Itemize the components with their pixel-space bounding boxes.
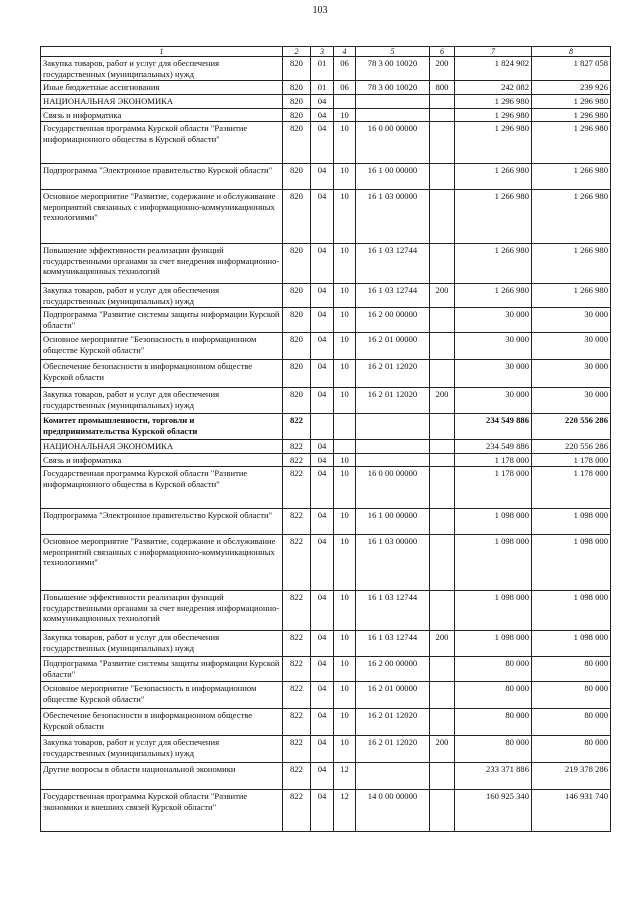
subsection-code-cell: 10 (334, 631, 356, 657)
amount-year2-cell: 30 000 (532, 388, 611, 414)
section-code-cell: 04 (311, 736, 334, 763)
amount-year2-cell: 80 000 (532, 657, 611, 682)
amount-year2-cell: 1 266 980 (532, 164, 611, 190)
subsection-code-cell: 10 (334, 682, 356, 709)
target-article-cell: 78 3 00 10020 (356, 57, 430, 81)
expense-type-cell: 200 (430, 631, 455, 657)
expense-type-cell (430, 164, 455, 190)
gr-code-cell: 820 (283, 164, 311, 190)
table-row (41, 108, 611, 122)
budget-table (40, 46, 611, 832)
amount-year1-cell: 233 371 886 (455, 763, 532, 790)
subsection-code-cell: 12 (334, 790, 356, 832)
target-article-cell: 16 2 00 00000 (356, 657, 430, 682)
header-cell: 1 (41, 47, 283, 57)
expense-type-cell (430, 453, 455, 467)
row-name-cell: Подпрограмма "Развитие системы защиты информации Курской области" (41, 308, 283, 333)
target-article-cell: 16 1 00 00000 (356, 509, 430, 535)
table-row (41, 440, 611, 454)
subsection-code-cell: 10 (334, 164, 356, 190)
row-name-cell: Основное мероприятие "Развитие, содержание и обслуживание мероприятий связанных с информационно-коммуникационных технологиями" (41, 535, 283, 591)
gr-code-cell: 822 (283, 631, 311, 657)
subsection-code-cell (334, 95, 356, 109)
amount-year2-cell: 239 926 (532, 81, 611, 95)
row-name-cell: Закупка товаров, работ и услуг для обеспечения государственных (муниципальных) нужд (41, 736, 283, 763)
table-row (41, 57, 611, 81)
amount-year2-cell: 1 827 058 (532, 57, 611, 81)
table-row (41, 244, 611, 284)
row-name-cell: Подпрограмма "Электронное правительство Курской области" (41, 164, 283, 190)
amount-year2-cell: 1 098 000 (532, 509, 611, 535)
table-row (41, 509, 611, 535)
amount-year2-cell: 80 000 (532, 736, 611, 763)
subsection-code-cell: 12 (334, 763, 356, 790)
subsection-code-cell (334, 440, 356, 454)
row-name-cell: Государственная программа Курской области "Развитие информационного общества в Курской области" (41, 122, 283, 164)
row-name-cell: Обеспечение безопасности в информационном обществе Курской области (41, 709, 283, 736)
gr-code-cell: 822 (283, 467, 311, 509)
target-article-cell: 16 2 01 12020 (356, 709, 430, 736)
gr-code-cell: 822 (283, 657, 311, 682)
table-row (41, 388, 611, 414)
amount-year2-cell: 1 266 980 (532, 244, 611, 284)
gr-code-cell: 822 (283, 440, 311, 454)
amount-year1-cell: 1 296 980 (455, 95, 532, 109)
subsection-code-cell: 10 (334, 190, 356, 244)
amount-year1-cell: 1 266 980 (455, 190, 532, 244)
amount-year2-cell: 1 266 980 (532, 190, 611, 244)
target-article-cell: 78 3 00 10020 (356, 81, 430, 95)
section-code-cell: 04 (311, 535, 334, 591)
amount-year1-cell: 234 549 886 (455, 440, 532, 454)
row-name-cell: Закупка товаров, работ и услуг для обеспечения государственных (муниципальных) нужд (41, 388, 283, 414)
gr-code-cell: 820 (283, 308, 311, 333)
gr-code-cell: 820 (283, 81, 311, 95)
table-row (41, 308, 611, 333)
gr-code-cell: 822 (283, 509, 311, 535)
section-code-cell: 04 (311, 709, 334, 736)
expense-type-cell (430, 244, 455, 284)
gr-code-cell: 822 (283, 453, 311, 467)
amount-year2-cell: 220 556 286 (532, 414, 611, 440)
row-name-cell: Закупка товаров, работ и услуг для обеспечения государственных (муниципальных) нужд (41, 57, 283, 81)
subsection-code-cell: 10 (334, 509, 356, 535)
amount-year1-cell: 1 098 000 (455, 591, 532, 631)
subsection-code-cell: 10 (334, 591, 356, 631)
section-code-cell: 04 (311, 682, 334, 709)
subsection-code-cell: 10 (334, 333, 356, 360)
section-code-cell: 04 (311, 388, 334, 414)
amount-year1-cell: 1 266 980 (455, 244, 532, 284)
amount-year1-cell: 1 098 000 (455, 631, 532, 657)
amount-year1-cell: 1 266 980 (455, 164, 532, 190)
gr-code-cell: 822 (283, 763, 311, 790)
target-article-cell: 16 1 03 12744 (356, 631, 430, 657)
target-article-cell: 16 1 03 12744 (356, 591, 430, 631)
amount-year1-cell: 30 000 (455, 308, 532, 333)
target-article-cell (356, 440, 430, 454)
amount-year1-cell: 1 098 000 (455, 509, 532, 535)
amount-year1-cell: 80 000 (455, 682, 532, 709)
target-article-cell: 16 1 03 00000 (356, 190, 430, 244)
amount-year2-cell: 1 266 980 (532, 284, 611, 308)
subsection-code-cell: 10 (334, 467, 356, 509)
amount-year2-cell: 30 000 (532, 333, 611, 360)
table-row (41, 682, 611, 709)
subsection-code-cell: 10 (334, 308, 356, 333)
amount-year1-cell: 1 098 000 (455, 535, 532, 591)
section-code-cell: 04 (311, 108, 334, 122)
table-row (41, 333, 611, 360)
amount-year2-cell: 1 098 000 (532, 631, 611, 657)
row-name-cell: Связь и информатика (41, 108, 283, 122)
row-name-cell: Государственная программа Курской области "Развитие информационного общества в Курской области" (41, 467, 283, 509)
gr-code-cell: 820 (283, 244, 311, 284)
target-article-cell: 16 1 03 12744 (356, 244, 430, 284)
expense-type-cell: 200 (430, 388, 455, 414)
header-cell: 7 (455, 47, 532, 57)
expense-type-cell (430, 308, 455, 333)
amount-year2-cell: 1 296 980 (532, 95, 611, 109)
section-code-cell: 04 (311, 333, 334, 360)
amount-year2-cell: 1 296 980 (532, 108, 611, 122)
amount-year1-cell: 1 266 980 (455, 284, 532, 308)
target-article-cell: 16 2 01 12020 (356, 736, 430, 763)
table-row (41, 790, 611, 832)
amount-year2-cell: 80 000 (532, 709, 611, 736)
expense-type-cell: 800 (430, 81, 455, 95)
amount-year2-cell: 220 556 286 (532, 440, 611, 454)
target-article-cell: 16 0 00 00000 (356, 122, 430, 164)
amount-year1-cell: 160 925 340 (455, 790, 532, 832)
amount-year2-cell: 30 000 (532, 308, 611, 333)
gr-code-cell: 822 (283, 682, 311, 709)
section-code-cell: 04 (311, 763, 334, 790)
expense-type-cell (430, 709, 455, 736)
row-name-cell: Повышение эффективности реализации функций государственными органами за счет внедрения информационно-коммуникационных технологий (41, 591, 283, 631)
column-number-header (41, 47, 611, 57)
expense-type-cell: 200 (430, 284, 455, 308)
section-code-cell: 04 (311, 190, 334, 244)
section-code-cell: 04 (311, 308, 334, 333)
table-row (41, 284, 611, 308)
section-code-cell: 04 (311, 164, 334, 190)
expense-type-cell (430, 657, 455, 682)
amount-year2-cell: 219 378 286 (532, 763, 611, 790)
subsection-code-cell: 10 (334, 657, 356, 682)
gr-code-cell: 822 (283, 535, 311, 591)
amount-year2-cell: 1 098 000 (532, 535, 611, 591)
expense-type-cell (430, 360, 455, 388)
table-row (41, 631, 611, 657)
expense-type-cell (430, 333, 455, 360)
section-code-cell: 04 (311, 509, 334, 535)
target-article-cell (356, 95, 430, 109)
table-row (41, 190, 611, 244)
expense-type-cell (430, 122, 455, 164)
expense-type-cell (430, 763, 455, 790)
section-code-cell: 04 (311, 591, 334, 631)
section-code-cell: 01 (311, 81, 334, 95)
row-name-cell: Другие вопросы в области национальной экономики (41, 763, 283, 790)
target-article-cell: 16 1 03 12744 (356, 284, 430, 308)
amount-year1-cell: 30 000 (455, 333, 532, 360)
amount-year2-cell: 1 178 000 (532, 467, 611, 509)
row-name-cell: Обеспечение безопасности в информационном обществе Курской области (41, 360, 283, 388)
section-code-cell: 04 (311, 631, 334, 657)
expense-type-cell (430, 509, 455, 535)
table-row (41, 360, 611, 388)
target-article-cell (356, 108, 430, 122)
row-name-cell: НАЦИОНАЛЬНАЯ ЭКОНОМИКА (41, 95, 283, 109)
table-row (41, 736, 611, 763)
amount-year2-cell: 1 296 980 (532, 122, 611, 164)
amount-year1-cell: 30 000 (455, 360, 532, 388)
expense-type-cell (430, 414, 455, 440)
section-code-cell: 01 (311, 57, 334, 81)
header-cell: 2 (283, 47, 311, 57)
header-cell: 5 (356, 47, 430, 57)
amount-year2-cell: 30 000 (532, 360, 611, 388)
row-name-cell: Комитет промышленности, торговли и предпринимательства Курской области (41, 414, 283, 440)
amount-year1-cell: 1 824 902 (455, 57, 532, 81)
header-cell: 8 (532, 47, 611, 57)
subsection-code-cell: 10 (334, 122, 356, 164)
amount-year1-cell: 1 296 980 (455, 122, 532, 164)
table-row (41, 591, 611, 631)
table-row (41, 657, 611, 682)
subsection-code-cell: 10 (334, 453, 356, 467)
target-article-cell (356, 763, 430, 790)
section-code-cell: 04 (311, 360, 334, 388)
subsection-code-cell: 10 (334, 535, 356, 591)
gr-code-cell: 820 (283, 360, 311, 388)
gr-code-cell: 820 (283, 333, 311, 360)
amount-year1-cell: 80 000 (455, 657, 532, 682)
section-code-cell: 04 (311, 453, 334, 467)
target-article-cell: 14 0 00 00000 (356, 790, 430, 832)
expense-type-cell (430, 591, 455, 631)
gr-code-cell: 820 (283, 57, 311, 81)
page-number: 103 (312, 5, 328, 16)
header-cell: 6 (430, 47, 455, 57)
subsection-code-cell: 06 (334, 81, 356, 95)
header-cell: 3 (311, 47, 334, 57)
row-name-cell: Государственная программа Курской области "Развитие экономики и внешних связей Курской области" (41, 790, 283, 832)
table-row (41, 81, 611, 95)
header-cell: 4 (334, 47, 356, 57)
row-name-cell: Повышение эффективности реализации функций государственными органами за счет внедрения информационно-коммуникационных технологий (41, 244, 283, 284)
amount-year1-cell: 234 549 886 (455, 414, 532, 440)
amount-year2-cell: 146 931 740 (532, 790, 611, 832)
subsection-code-cell: 10 (334, 709, 356, 736)
section-code-cell: 04 (311, 790, 334, 832)
target-article-cell: 16 0 00 00000 (356, 467, 430, 509)
target-article-cell: 16 1 00 00000 (356, 164, 430, 190)
section-code-cell: 04 (311, 657, 334, 682)
expense-type-cell (430, 440, 455, 454)
section-code-cell: 04 (311, 467, 334, 509)
target-article-cell (356, 414, 430, 440)
gr-code-cell: 822 (283, 591, 311, 631)
table-row (41, 535, 611, 591)
table-row (41, 122, 611, 164)
target-article-cell: 16 1 03 00000 (356, 535, 430, 591)
subsection-code-cell: 10 (334, 244, 356, 284)
gr-code-cell: 822 (283, 736, 311, 763)
target-article-cell: 16 2 01 12020 (356, 388, 430, 414)
expense-type-cell (430, 682, 455, 709)
expense-type-cell (430, 467, 455, 509)
amount-year1-cell: 30 000 (455, 388, 532, 414)
subsection-code-cell (334, 414, 356, 440)
target-article-cell: 16 2 01 12020 (356, 360, 430, 388)
amount-year1-cell: 1 178 000 (455, 467, 532, 509)
gr-code-cell: 822 (283, 790, 311, 832)
section-code-cell: 04 (311, 122, 334, 164)
gr-code-cell: 820 (283, 122, 311, 164)
table-row (41, 763, 611, 790)
gr-code-cell: 820 (283, 95, 311, 109)
gr-code-cell: 820 (283, 388, 311, 414)
amount-year2-cell: 1 098 000 (532, 591, 611, 631)
amount-year1-cell: 1 178 000 (455, 453, 532, 467)
expense-type-cell (430, 190, 455, 244)
target-article-cell: 16 2 01 00000 (356, 682, 430, 709)
expense-type-cell: 200 (430, 57, 455, 81)
expense-type-cell: 200 (430, 736, 455, 763)
table-row (41, 414, 611, 440)
expense-type-cell (430, 790, 455, 832)
row-name-cell: Подпрограмма "Развитие системы защиты информации Курской области" (41, 657, 283, 682)
subsection-code-cell: 10 (334, 108, 356, 122)
amount-year1-cell: 80 000 (455, 736, 532, 763)
gr-code-cell: 820 (283, 284, 311, 308)
expense-type-cell (430, 108, 455, 122)
subsection-code-cell: 10 (334, 388, 356, 414)
amount-year2-cell: 1 178 000 (532, 453, 611, 467)
section-code-cell (311, 414, 334, 440)
table-row (41, 453, 611, 467)
amount-year2-cell: 80 000 (532, 682, 611, 709)
section-code-cell: 04 (311, 284, 334, 308)
subsection-code-cell: 10 (334, 736, 356, 763)
section-code-cell: 04 (311, 244, 334, 284)
row-name-cell: Закупка товаров, работ и услуг для обеспечения государственных (муниципальных) нужд (41, 631, 283, 657)
subsection-code-cell: 06 (334, 57, 356, 81)
target-article-cell: 16 2 00 00000 (356, 308, 430, 333)
table-row (41, 95, 611, 109)
row-name-cell: Основное мероприятие "Безопасность в информационном обществе Курской области" (41, 333, 283, 360)
row-name-cell: Подпрограмма "Электронное правительство Курской области" (41, 509, 283, 535)
row-name-cell: Закупка товаров, работ и услуг для обеспечения государственных (муниципальных) нужд (41, 284, 283, 308)
gr-code-cell: 820 (283, 190, 311, 244)
expense-type-cell (430, 95, 455, 109)
target-article-cell (356, 453, 430, 467)
subsection-code-cell: 10 (334, 284, 356, 308)
amount-year1-cell: 80 000 (455, 709, 532, 736)
row-name-cell: Иные бюджетные ассигнования (41, 81, 283, 95)
section-code-cell: 04 (311, 440, 334, 454)
table-row (41, 467, 611, 509)
target-article-cell: 16 2 01 00000 (356, 333, 430, 360)
table-row (41, 164, 611, 190)
row-name-cell: НАЦИОНАЛЬНАЯ ЭКОНОМИКА (41, 440, 283, 454)
row-name-cell: Основное мероприятие "Развитие, содержание и обслуживание мероприятий связанных с информационно-коммуникационных технологиями" (41, 190, 283, 244)
gr-code-cell: 820 (283, 108, 311, 122)
gr-code-cell: 822 (283, 414, 311, 440)
table-row (41, 709, 611, 736)
row-name-cell: Связь и информатика (41, 453, 283, 467)
expense-type-cell (430, 535, 455, 591)
amount-year1-cell: 1 296 980 (455, 108, 532, 122)
subsection-code-cell: 10 (334, 360, 356, 388)
amount-year1-cell: 242 082 (455, 81, 532, 95)
section-code-cell: 04 (311, 95, 334, 109)
row-name-cell: Основное мероприятие "Безопасность в информационном обществе Курской области" (41, 682, 283, 709)
gr-code-cell: 822 (283, 709, 311, 736)
